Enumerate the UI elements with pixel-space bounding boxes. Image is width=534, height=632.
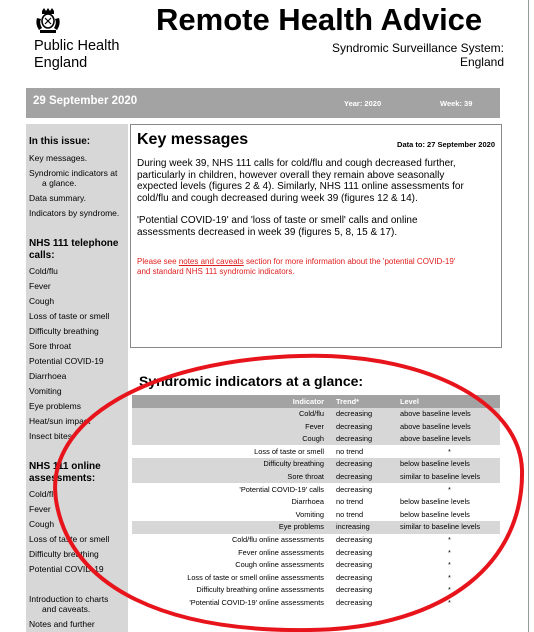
table-row [132,546,500,559]
indicator-cell: Difficulty breathing online assessments [196,585,324,595]
level-cell: * [448,446,451,456]
trend-cell: decreasing [336,459,373,469]
sidebar-link-intro-2[interactable]: and caveats. [42,604,91,614]
key-messages-box [130,124,502,348]
indicator-cell: Cough online assessments [235,560,324,570]
trend-cell: decreasing [336,572,373,582]
report-title: Remote Health Advice [156,2,483,37]
sidebar-online-taste-smell[interactable]: Loss of taste or smell [29,534,110,544]
level-cell: below baseline levels [400,509,470,519]
banner-week: Week: 39 [440,99,473,108]
report-subtitle [332,41,504,69]
indicator-cell: Difficulty breathing [263,459,324,469]
caveat-post: section for more information about the 'potential COVID-19' [243,257,456,266]
para1-line: particularly in children, however overall they remain above seasonally [137,169,445,181]
sidebar-link-notes[interactable]: Notes and further [29,619,95,629]
sidebar [26,124,128,632]
sidebar-link-key-messages[interactable]: Key messages. [29,153,88,163]
sidebar-link-intro[interactable]: Introduction to charts [29,594,109,604]
sidebar-link-glance-2[interactable]: a glance. [42,178,77,188]
sidebar-heading-issue: In this issue: [29,136,91,147]
level-cell: * [448,598,451,607]
royal-crest-icon [34,8,60,34]
table-row [132,521,500,534]
level-cell: above baseline levels [400,421,471,431]
table-row [132,559,500,572]
para1-line: cold/flu and cough decreased during week 39 (figures 12 & 14). [137,192,418,204]
level-cell: * [448,547,451,557]
sidebar-call-diarrhoea[interactable]: Diarrhoea [29,371,67,381]
glance-heading: Syndromic indicators at a glance: [139,373,364,389]
sidebar-heading-online-1: NHS 111 online [29,461,101,472]
table-row [132,471,500,484]
indicator-cell: 'Potential COVID-19' calls [239,484,324,494]
indicator-cell: Cough [302,434,324,444]
level-cell: * [448,572,451,582]
sidebar-link-glance[interactable]: Syndromic indicators at [29,168,118,178]
sidebar-heading-calls-2: calls: [29,250,55,261]
notes-caveats-link[interactable]: notes and caveats [178,257,244,266]
level-cell: * [448,484,451,494]
indicator-cell: 'Potential COVID-19' online assessments [189,598,324,607]
banner-year: Year: 2020 [344,99,382,108]
sidebar-call-cough[interactable]: Cough [29,296,55,306]
table-row [132,508,500,521]
caveat-note [137,257,497,276]
para1-line: expected levels (figures 2 & 4). Similarly, NHS 111 online assessments for [137,181,464,192]
level-cell: below baseline levels [400,497,470,507]
trend-cell: decreasing [336,547,373,557]
sidebar-online-covid[interactable]: Potential COVID-19 [29,564,104,574]
para2-line: assessments decreased in week 39 (figures 5, 8, 15 & 17). [137,226,398,238]
sidebar-call-sore-throat[interactable]: Sore throat [29,341,72,351]
org-name [34,38,119,72]
para2-line: 'Potential COVID-19' and 'loss of taste or smell' calls and online [137,215,418,226]
table-row [132,571,500,584]
sidebar-call-cold-flu[interactable]: Cold/flu [29,266,58,276]
trend-cell: decreasing [336,585,373,595]
trend-cell: no trend [336,497,364,507]
data-to-date: Data to: 27 September 2020 [397,140,495,149]
caveat-line-2: and standard NHS 111 syndromic indicators. [137,266,295,276]
indicator-cell: Eye problems [278,522,324,532]
indicator-cell: Loss of taste or smell [254,446,324,456]
col-trend: Trend* [336,396,359,406]
indicator-cell: Cold/flu [298,409,324,419]
trend-cell: decreasing [336,535,373,545]
table-row [132,433,500,446]
table-row [132,483,500,496]
sidebar-call-fever[interactable]: Fever [29,281,51,291]
level-cell: below baseline levels [400,459,470,469]
table-row [132,534,500,547]
sidebar-online-fever[interactable]: Fever [29,504,51,514]
table-header [132,395,500,408]
trend-cell: increasing [336,522,370,532]
trend-cell: decreasing [336,560,373,570]
col-indicator: Indicator [292,396,324,406]
sidebar-call-covid[interactable]: Potential COVID-19 [29,356,104,366]
sidebar-call-heat[interactable]: Heat/sun impact [29,416,91,426]
sidebar-link-indicators[interactable]: Indicators by syndrome. [29,208,120,218]
level-cell: similar to baseline levels [400,472,481,482]
sidebar-call-insect[interactable]: Insect bites [29,431,72,441]
subtitle-line-1: Syndromic Surveillance System: [331,41,504,55]
level-cell: above baseline levels [400,409,471,419]
table-row [132,458,500,471]
trend-cell: no trend [336,509,364,519]
key-messages-heading: Key messages [137,131,249,148]
trend-cell: decreasing [336,472,373,482]
sidebar-call-taste-smell[interactable]: Loss of taste or smell [29,311,110,321]
level-cell: * [448,585,451,595]
level-cell: * [448,535,451,545]
caveat-pre: Please see [137,257,179,266]
sidebar-online-cough[interactable]: Cough [29,519,55,529]
indicator-cell: Vomiting [295,509,324,519]
sidebar-heading-online-2: assessments: [29,473,96,484]
sidebar-call-breathing[interactable]: Difficulty breathing [29,326,99,336]
sidebar-online-breathing[interactable]: Difficulty breathing [29,549,99,559]
org-line-2: England [34,55,88,71]
para1-line: During week 39, NHS 111 calls for cold/flu and cough decreased further, [137,158,456,169]
indicator-cell: Fever online assessments [238,547,324,557]
level-cell: above baseline levels [400,434,471,444]
level-cell: * [448,560,451,570]
indicator-cell: Loss of taste or smell online assessments [187,572,324,582]
table-row [132,496,500,509]
table-row [132,420,500,433]
sidebar-call-eye[interactable]: Eye problems [29,401,81,411]
indicator-cell: Fever [305,421,324,431]
trend-cell: decreasing [336,598,373,607]
table-row [132,584,500,597]
subtitle-line-2: England [459,55,504,69]
table-row [132,597,500,610]
trend-cell: decreasing [336,421,373,431]
sidebar-online-cold-flu[interactable]: Cold/flu [29,489,58,499]
key-message-para-2 [137,215,493,238]
trend-cell: decreasing [336,484,373,494]
table-row [132,445,500,458]
sidebar-link-data-summary[interactable]: Data summary. [29,193,86,203]
trend-cell: no trend [336,446,364,456]
col-level: Level [400,396,419,406]
indicator-cell: Cold/flu online assessments [231,535,324,545]
level-cell: similar to baseline levels [400,522,481,532]
banner-date: 29 September 2020 [33,95,138,107]
trend-cell: decreasing [336,434,373,444]
glance-table [132,395,500,609]
trend-cell: decreasing [336,409,373,419]
key-message-para-1 [137,158,493,204]
org-line-1: Public Health [34,38,120,54]
table-row [132,408,500,421]
indicator-cell: Sore throat [287,472,324,482]
indicator-cell: Diarrhoea [291,497,324,507]
sidebar-call-vomiting[interactable]: Vomiting [29,386,62,396]
date-banner [26,88,500,118]
sidebar-heading-calls-1: NHS 111 telephone [29,238,119,249]
